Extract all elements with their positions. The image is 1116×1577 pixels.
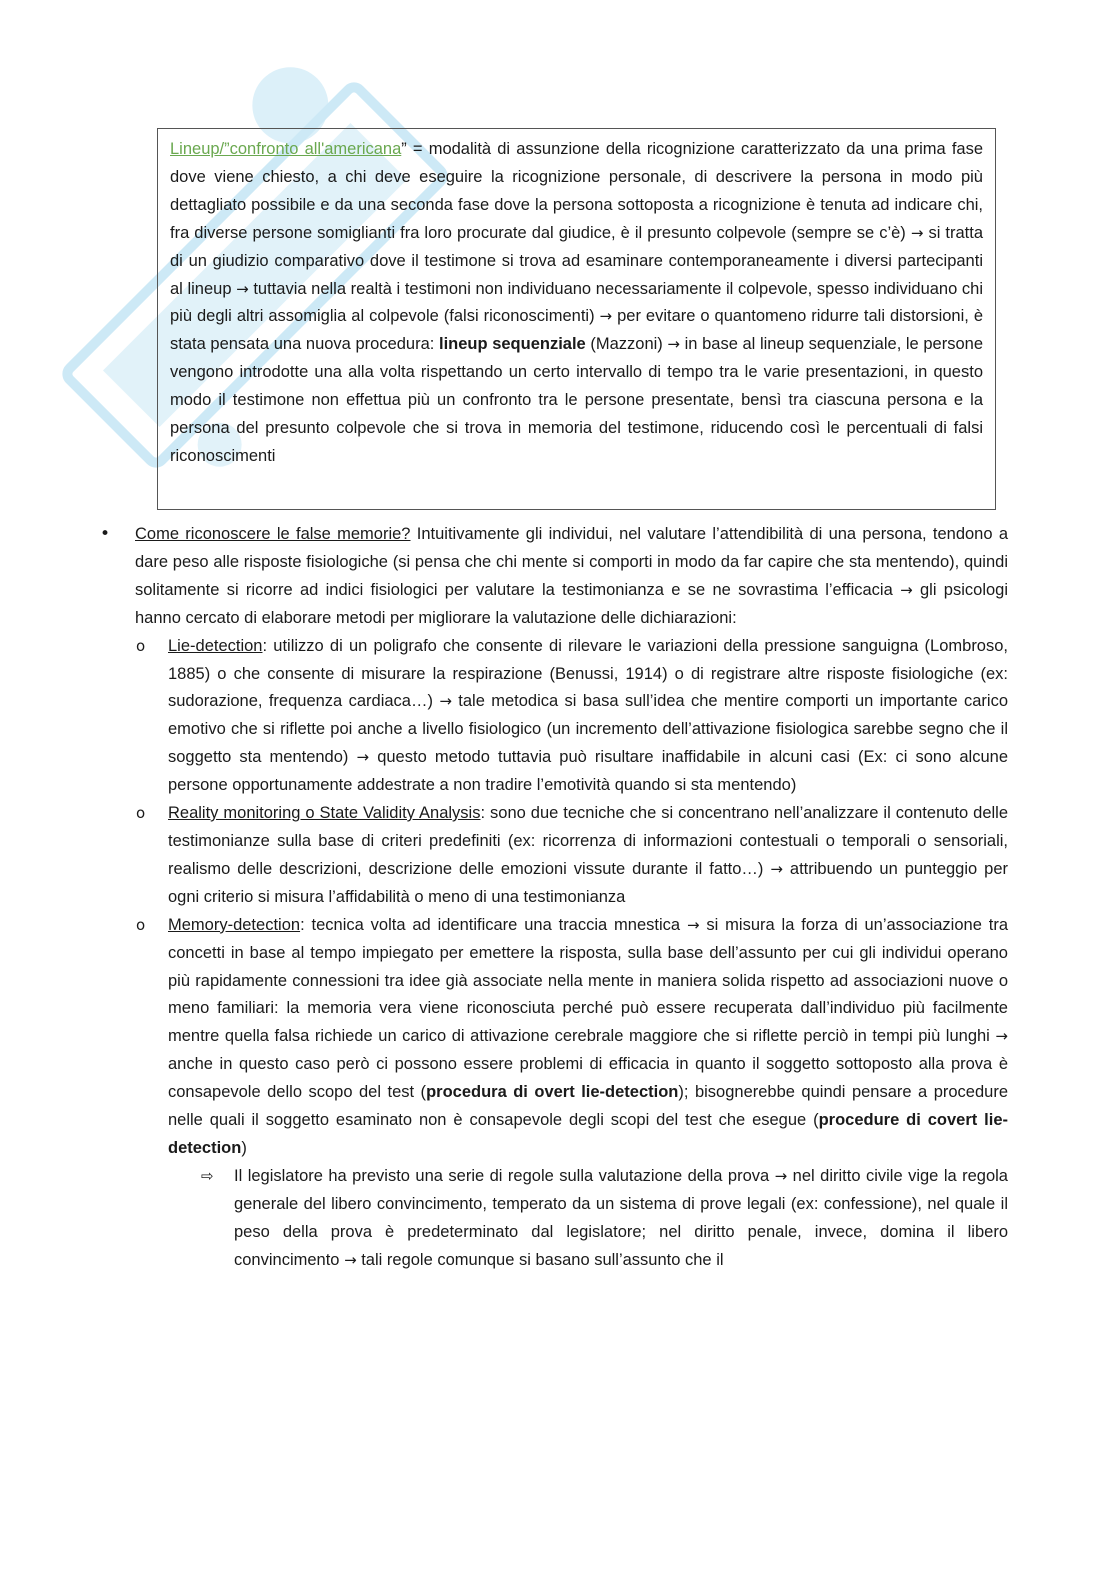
sub-bullet-marker: o	[136, 804, 146, 823]
arrow-icon: →	[995, 1027, 1008, 1046]
hollow-arrow-icon: ⇨	[201, 1166, 214, 1185]
arrow-icon: →	[686, 915, 700, 934]
arrow-icon: →	[356, 748, 370, 767]
lineup-link[interactable]: Lineup/”confronto all'americana	[170, 140, 402, 158]
reality-monitoring-heading: Reality monitoring o State Validity Analysis	[168, 804, 481, 823]
bullet-marker: •	[100, 524, 111, 544]
arrow-icon: →	[667, 335, 680, 354]
bullet-item	[100, 521, 1008, 633]
arrow-icon: →	[910, 223, 924, 242]
memory-detection-heading: Memory-detection	[168, 915, 301, 934]
covert-term: procedure di covert lie-detection	[168, 1111, 1008, 1157]
lie-detection-heading: Lie-detection	[168, 636, 263, 655]
arrow-icon: →	[774, 1166, 788, 1185]
overt-term: procedura di overt lie-detection	[426, 1083, 679, 1102]
arrow-icon: →	[236, 279, 249, 298]
sub-item-memory-detection: o Memory-detection: tecnica volta ad identificare una traccia mnestica → si misura la forza di un’associazione tra concetti in base al tempo impiegato per emettere la risposta, sulla base dell’assunto per cui gli individui operano più rapidamente connessioni tra idee già associate nella mente in maniera solida rispetto ad associazioni nuove o meno familiari: la memoria vera viene riconosciuta perché può essere recuperata dall’individuo più facilmente mentre quella falsa richiede un carico di attivazione cerebrale maggiore che si riflette perciò in tempi più lunghi → anche in questo caso però ci possono essere problemi di efficacia in quanto il soggetto sottoposto alla prova è consapevole dello scopo del test (procedura di overt lie-detection); bisognerebbe quindi pensare a procedure nelle quali il soggetto esaminato non è consapevole degli scopi del test che esegue (procedure di covert lie-detection)	[100, 912, 1008, 1163]
arrow-icon: →	[770, 859, 783, 878]
lineup-sequenziale-term: lineup sequenziale	[438, 335, 586, 354]
arrow-icon: →	[900, 580, 913, 599]
sub-item-lie-detection: o Lie-detection: utilizzo di un poligrafo che consente di rilevare le variazioni della pressione sanguigna (Lombroso, 1885) o che consente di misurare la respirazione (Benussi, 1914) o di registrare altre risposte fisiologiche (ex: sudorazione, frequenza cardiaca…) → tale metodica si basa sull’idea che mentire comporti un importante carico emotivo che si riflette poi anche a livello fisiologico (un incremento dell’attivazione fisiologica sarebbe segno che il soggetto sta mentendo) → questo metodo tuttavia può risultare inaffidabile in alcuni casi (Ex: ci sono alcune persone opportunamente addestrate a non tradire l’emotività quando si sta mentendo)	[100, 633, 1008, 800]
sub-bullet-marker: o	[136, 636, 146, 655]
sub-item-reality-monitoring: o Reality monitoring o State Validity Analysis: sono due tecniche che si concentrano nell’analizzare il contenuto delle testimonianze sulla base di criteri predefiniti (ex: ricorrenza di informazioni contestuali o temporali o sensoriali, realismo delle descrizioni, descrizione delle emozioni vissute durante il fatto…) → attribuendo un punteggio per ogni criterio si misura l’affidabilità o meno di una testimonianza	[100, 800, 1008, 912]
arrow-icon: →	[599, 307, 613, 326]
false-memories-section	[100, 521, 1008, 1274]
arrow-icon: →	[439, 692, 452, 711]
sub-sub-item-legislatore: ⇨ Il legislatore ha previsto una serie di regole sulla valutazione della prova → nel diritto civile vige la regola generale del libero convincimento, temperato da un sistema di prove legali (ex: confessione), nel quale il peso della prova è predeterminato dal legislatore; nel diritto penale, invece, domina il libero convincimento → tali regole comunque si basano sull’assunto che il	[100, 1163, 1008, 1275]
bullet-text: Come riconoscere le false memorie? Intuitivamente gli individui, nel valutare l’attendibilità di una persona, tendono a dare peso alle risposte fisiologiche (si pensa che chi mente si comporti in modo da far capire che sta mentendo), quindi solitamente si ricorre ad indici fisiologici per valutare la testimonianza e se ne sovrastima l’efficacia → gli psicologi hanno cercato di elaborare metodi per migliorare la valutazione delle dichiarazioni:	[135, 525, 1009, 627]
lineup-paragraph: Lineup/”confronto all'americana” = modalità di assunzione della ricognizione caratterizzato da una prima fase dove viene chiesto, a chi deve eseguire la ricognizione personale, di descrivere la persona in modo più dettagliato possibile e da una seconda fase dove la persona sottoposta a ricognizione è tenuta ad indicare chi, fra diverse persone somiglianti fra loro procurate dal giudice, è il presunto colpevole (sempre se c’è) → si tratta di un giudizio comparativo dove il testimone si trova ad esaminare contemporaneamente i diversi partecipanti al lineup → tuttavia nella realtà i testimoni non individuano necessariamente il colpevole, spesso individuano chi più degli altri assomiglia al colpevole (falsi riconoscimenti) → per evitare o quantomeno ridurre tali distorsioni, è stata pensata una nuova procedura: lineup sequenziale (Mazzoni) → in base al lineup sequenziale, le persone vengono introdotte una alla volta rispettando un certo intervallo di tempo tra le varie presentazioni, in questo modo il testimone non effettua più un confronto tra le persone presentate, bensì tra ciascuna persona e la persona del presunto colpevole che si trova in memoria del testimone, riducendo così le percentuali di falsi riconoscimenti	[170, 140, 984, 465]
sub-bullet-marker: o	[136, 915, 146, 934]
section-heading: Come riconoscere le false memorie?	[135, 525, 411, 543]
arrow-icon: →	[344, 1250, 357, 1269]
lineup-definition-box	[157, 128, 996, 510]
